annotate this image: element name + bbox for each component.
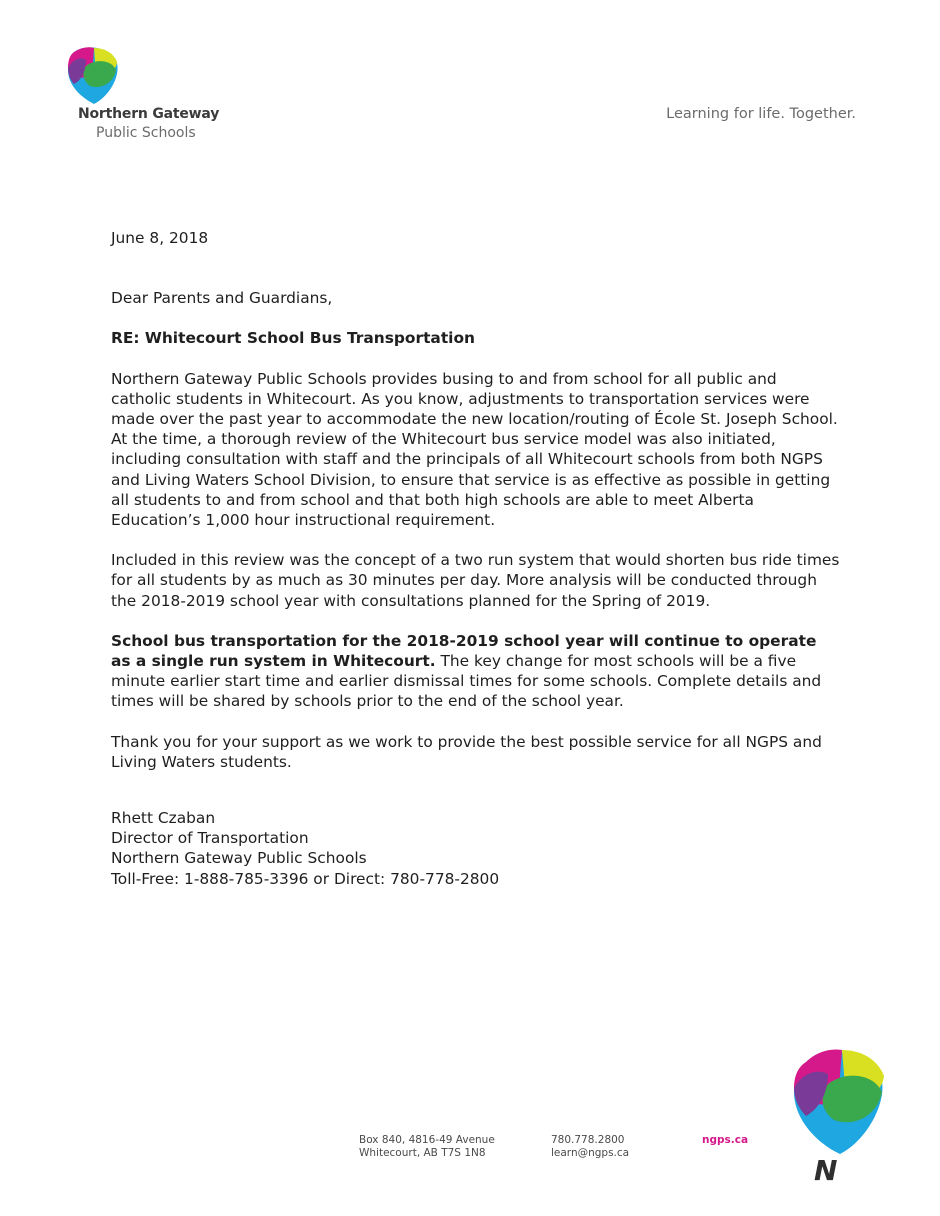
footer-n-mark: N xyxy=(814,1154,838,1187)
footer-email: learn@ngps.ca xyxy=(551,1147,630,1159)
paragraph-3 xyxy=(111,631,841,712)
footer-contact xyxy=(551,1134,629,1160)
signature-name: Rhett Czaban xyxy=(111,809,216,828)
footer-address xyxy=(359,1134,495,1160)
letter-body xyxy=(111,228,841,889)
footer-phone: 780.778.2800 xyxy=(551,1134,625,1146)
org-name: Northern Gateway xyxy=(78,106,220,122)
subject-line: RE: Whitecourt School Bus Transportation xyxy=(111,329,475,348)
paragraph-2: Included in this review was the concept of a two run system that would shorten bus ride times for all students by as much as 30 minutes per day. More analysis will be conducted through the 2018-2019 school year with consultations planned for the Spring of 2019. xyxy=(111,551,840,610)
signature-title: Director of Transportation xyxy=(111,829,309,848)
signature-phone: Toll-Free: 1-888-785-3396 or Direct: 780-778-2800 xyxy=(111,869,500,888)
footer-address-line2: Whitecourt, AB T7S 1N8 xyxy=(359,1147,486,1159)
org-name-subtitle: Public Schools xyxy=(96,125,196,141)
signature-organization: Northern Gateway Public Schools xyxy=(111,849,367,868)
paragraph-1: Northern Gateway Public Schools provides busing to and from school for all public and catholic students in Whitecourt. As you know, adjustments to transportation services were made over the past year to accommodate the new location/routing of École St. Joseph School. At the time, a thorough review of the Whitecourt bus service model was also initiated, including consultation with staff and the principals of all Whitecourt schools from both NGPS and Living Waters School Division, to ensure that service is as effective as possible in getting all students to and from school and that both high schools are able to meet Alberta Education’s 1,000 hour instructional requirement. xyxy=(111,369,838,530)
letter-date: June 8, 2018 xyxy=(111,229,209,247)
ngps-footer-logo-icon xyxy=(792,1048,888,1158)
footer-website: ngps.ca xyxy=(702,1134,749,1146)
tagline: Learning for life. Together. xyxy=(666,106,856,122)
paragraph-3-bold: School bus transportation for the 2018-2019 school year will continue to operate as a single run system in Whitecourt. xyxy=(111,631,817,671)
footer-address-line1: Box 840, 4816-49 Avenue xyxy=(359,1134,495,1146)
salutation: Dear Parents and Guardians, xyxy=(111,289,333,308)
paragraph-3-rest: The key change for most schools will be a five minute earlier start time and earlier dismissal times for some schools. Complete details and times will be shared by schools prior to the end of the school year. xyxy=(111,652,822,711)
signature-block xyxy=(111,808,841,889)
ngps-logo-icon xyxy=(66,46,120,106)
paragraph-4: Thank you for your support as we work to provide the best possible service for all NGPS and Living Waters students. xyxy=(111,732,822,771)
